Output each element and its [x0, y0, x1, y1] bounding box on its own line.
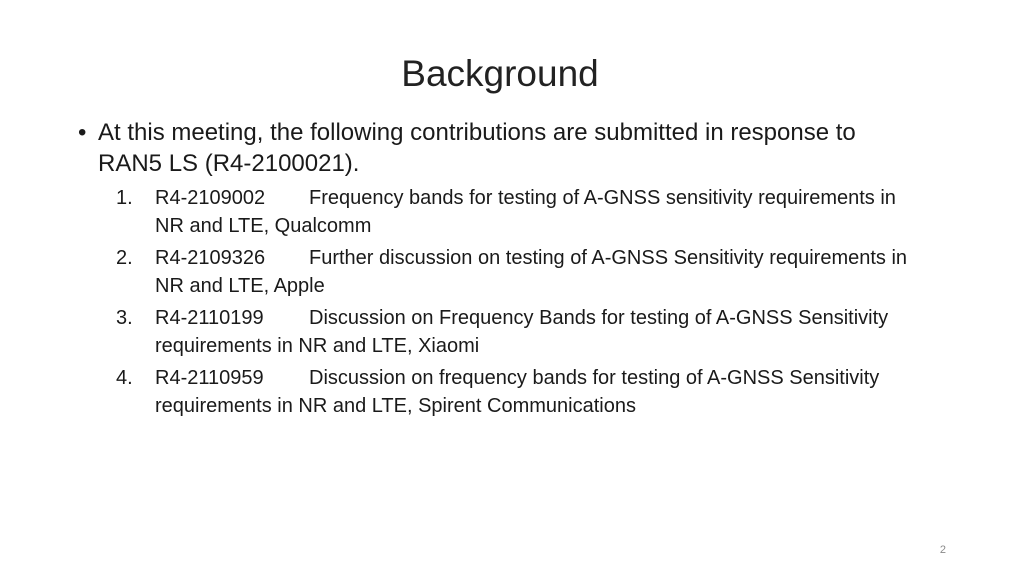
- contribution-number: 2.: [116, 247, 133, 269]
- contribution-description: Discussion on Frequency Bands for testing of A-GNSS Sensitivity requirements in NR and LTE, Xiaomi: [155, 307, 889, 357]
- contribution-item: [78, 184, 918, 240]
- contribution-description: Frequency bands for testing of A-GNSS sensitivity requirements in NR and LTE, Qualcomm: [155, 187, 896, 237]
- bullet-marker: •: [78, 119, 87, 146]
- contribution-description: Discussion on frequency bands for testing of A-GNSS Sensitivity requirements in NR and LTE, Spirent Communications: [155, 367, 880, 417]
- contribution-item: [78, 244, 918, 300]
- contribution-id: R4-2109002: [155, 187, 266, 209]
- contribution-number: 1.: [116, 187, 133, 209]
- contribution-number: 3.: [116, 307, 133, 329]
- contribution-item: [78, 304, 918, 360]
- bullet-item: [78, 117, 918, 179]
- slide-title: Background: [401, 53, 599, 94]
- contribution-id: R4-2110959: [155, 367, 264, 389]
- contribution-number: 4.: [116, 367, 133, 389]
- slide-content: [78, 117, 918, 424]
- contribution-id: R4-2109326: [155, 247, 266, 269]
- bullet-text: At this meeting, the following contributions are submitted in response to RAN5 LS (R4-2100021).: [98, 119, 856, 177]
- contribution-id: R4-2110199: [155, 307, 264, 329]
- contribution-description: Further discussion on testing of A-GNSS Sensitivity requirements in NR and LTE, Apple: [155, 247, 908, 297]
- page-number: 2: [939, 544, 946, 556]
- contribution-list: [78, 184, 918, 420]
- contribution-item: [78, 364, 918, 420]
